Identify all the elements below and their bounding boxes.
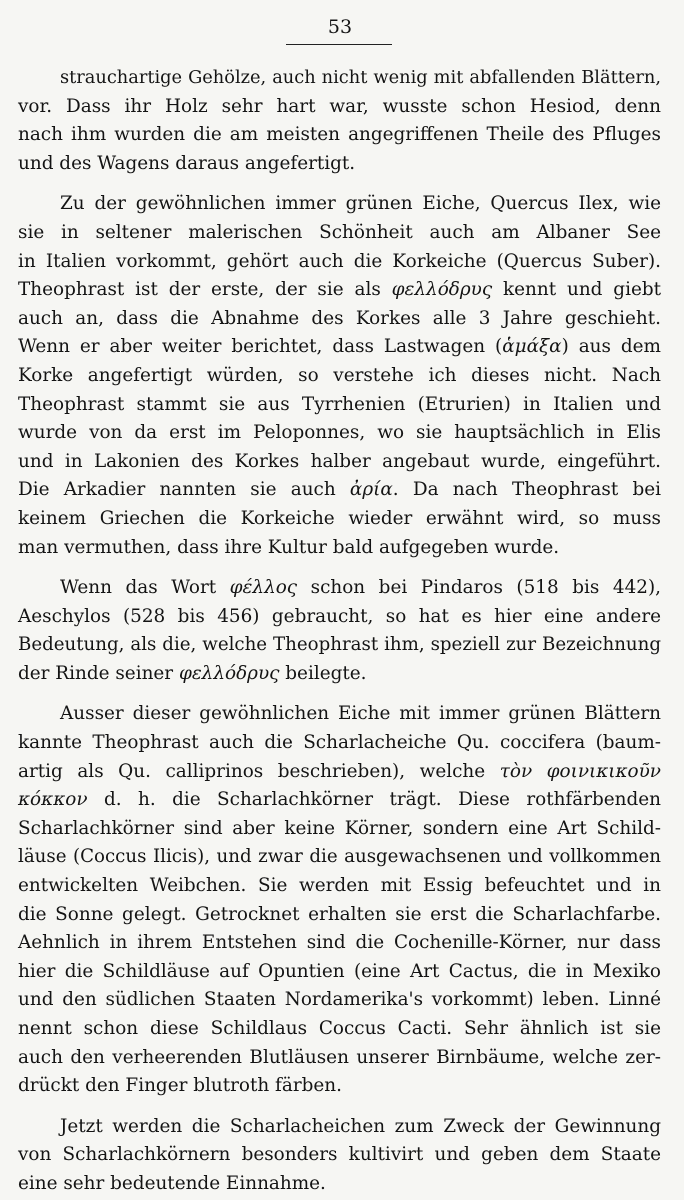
text-line (18, 786, 661, 815)
paragraph (18, 64, 661, 178)
text-segment: kennt und giebt (492, 279, 661, 301)
text-segment: Theophrast stammt sie aus Tyrrhenien (Etrurien) in Italien und (18, 393, 661, 415)
text-segment: beilegte. (279, 662, 367, 684)
text-line (18, 700, 661, 729)
text-segment: entwickelten Weibchen. Sie werden mit Essig befeuchtet und in (18, 875, 661, 897)
text-segment: Ausser dieser gewöhnlichen Eiche mit immer grünen Blättern (60, 703, 661, 725)
text-segment: auch an, dass die Abnahme des Korkes alle 3 Jahre geschieht. (18, 307, 661, 329)
text-segment: Jetzt werden die Scharlacheichen zum Zweck der Gewinnung (60, 1115, 661, 1137)
text-line (18, 448, 661, 477)
text-line (18, 505, 661, 534)
text-segment: und den südlichen Staaten Nordamerika's vorkommt) leben. Linné (18, 989, 661, 1011)
greek-term: φελλόδρυς (391, 279, 493, 301)
text-line (18, 64, 661, 93)
greek-term: ἁμάξα (502, 336, 562, 358)
text-segment: der Rinde seiner (18, 662, 179, 684)
text-segment: d. h. die Scharlachkörner trägt. Diese rothfärbenden (87, 789, 661, 811)
text-segment: strauchartige Gehölze, auch nicht wenig mit abfallenden Blättern, (60, 67, 661, 88)
text-line (18, 219, 661, 248)
text-line (18, 362, 661, 391)
text-line (18, 1015, 661, 1044)
greek-term: φελλόδρυς (178, 662, 280, 684)
text-segment: keinem Griechen die Korkeiche wieder erwähnt wird, so muss (18, 507, 661, 529)
greek-term: ἀρία (349, 479, 393, 501)
text-line (18, 729, 661, 758)
text-segment: auch den verheerenden Blutläusen unserer Birnbäume, welche zer- (18, 1046, 661, 1068)
text-segment: und des Wagens daraus angefertigt. (18, 152, 356, 174)
text-segment: Die Arkadier nannten sie auch (18, 479, 350, 501)
text-segment: Aehnlich in ihrem Entstehen sind die Cochenille-Körner, nur dass (18, 932, 661, 954)
text-line (18, 93, 661, 122)
text-line (18, 1044, 661, 1073)
text-segment: in Italien vorkommt, gehört auch die Korkeiche (Quercus Suber). (18, 250, 661, 272)
text-line (18, 958, 661, 987)
text-segment: hier die Schildläuse auf Opuntien (eine Art Cactus, die in Mexiko (18, 960, 661, 982)
text-segment: drückt den Finger blutroth färben. (18, 1075, 342, 1097)
text-line (18, 476, 661, 505)
paragraph (18, 1113, 661, 1199)
text-line (18, 843, 661, 872)
text-segment: läuse (Coccus Ilicis), und zwar die ausgewachsenen und vollkommen (18, 846, 661, 868)
text-line (18, 758, 661, 787)
text-line (18, 534, 661, 563)
text-line (18, 276, 661, 305)
text-segment: schon bei Pindaros (518 bis 442), (297, 577, 661, 599)
text-line (18, 1113, 661, 1142)
text-segment: Korke angefertigt würden, so verstehe ich dieses nicht. Nach (18, 364, 661, 386)
text-line (18, 631, 661, 660)
text-line (18, 986, 661, 1015)
paragraph (18, 574, 661, 688)
text-line (18, 660, 661, 689)
text-line (18, 121, 661, 150)
text-line (18, 1141, 661, 1170)
text-segment: Scharlachkörner sind aber keine Körner, sondern eine Art Schild- (18, 817, 661, 839)
text-line (18, 901, 661, 930)
text-segment: Aeschylos (528 bis 456) gebraucht, so hat es hier eine andere (18, 605, 661, 627)
text-line (18, 872, 661, 901)
text-line (18, 333, 661, 362)
text-line (18, 391, 661, 420)
text-line (18, 419, 661, 448)
text-line (18, 248, 661, 277)
paragraph (18, 700, 661, 1100)
text-line (18, 150, 661, 179)
header-rule (286, 44, 392, 45)
text-line (18, 1170, 661, 1199)
text-line (18, 305, 661, 334)
text-segment: und in Lakonien des Korkes halber angebaut wurde, eingeführt. (18, 450, 661, 472)
text-line (18, 815, 661, 844)
text-segment: nach ihm wurden die am meisten angegriffenen Theile des Pfluges (18, 124, 661, 146)
text-segment: . Da nach Theophrast bei (392, 479, 661, 501)
greek-term: τὸν φοινικικοῦν (499, 760, 661, 782)
text-segment: vor. Dass ihr Holz sehr hart war, wusste schon Hesiod, denn (18, 95, 661, 117)
text-segment: eine sehr bedeutende Einnahme. (18, 1172, 326, 1194)
page-number: 53 (327, 16, 353, 38)
text-segment: nennt schon diese Schildlaus Coccus Cacti. Sehr ähnlich ist sie (18, 1018, 661, 1039)
greek-term: κόκκον (18, 789, 88, 811)
text-segment: Wenn er aber weiter berichtet, dass Lastwagen ( (18, 336, 503, 358)
text-line (18, 603, 661, 632)
text-segment: von Scharlachkörnern besonders kultivirt und geben dem Staate (18, 1144, 661, 1166)
text-segment: artig als Qu. calliprinos beschrieben), welche (18, 760, 500, 782)
text-segment: man vermuthen, dass ihre Kultur bald aufgegeben wurde. (18, 536, 560, 558)
text-line (18, 929, 661, 958)
text-segment: wurde von da erst im Peloponnes, wo sie hauptsächlich in Elis (18, 422, 661, 444)
text-segment: die Sonne gelegt. Getrocknet erhalten sie erst die Scharlachfarbe. (18, 903, 661, 925)
body-text (18, 64, 661, 1199)
text-line (18, 1072, 661, 1101)
text-line (18, 574, 661, 603)
text-segment: kannte Theophrast auch die Scharlacheiche Qu. coccifera (baum- (18, 732, 661, 754)
greek-term: φέλλος (229, 577, 298, 599)
text-segment: sie in seltener malerischen Schönheit auch am Albaner See (18, 221, 661, 243)
text-segment: ) aus dem (561, 336, 661, 358)
text-line (18, 190, 661, 219)
text-segment: Theophrast ist der erste, der sie als (18, 279, 392, 301)
text-segment: Zu der gewöhnlichen immer grünen Eiche, Quercus Ilex, wie (60, 193, 661, 215)
text-segment: Bedeutung, als die, welche Theophrast ihm, speziell zur Bezeichnung (18, 634, 661, 656)
text-segment: Wenn das Wort (60, 577, 230, 599)
paragraph (18, 190, 661, 562)
